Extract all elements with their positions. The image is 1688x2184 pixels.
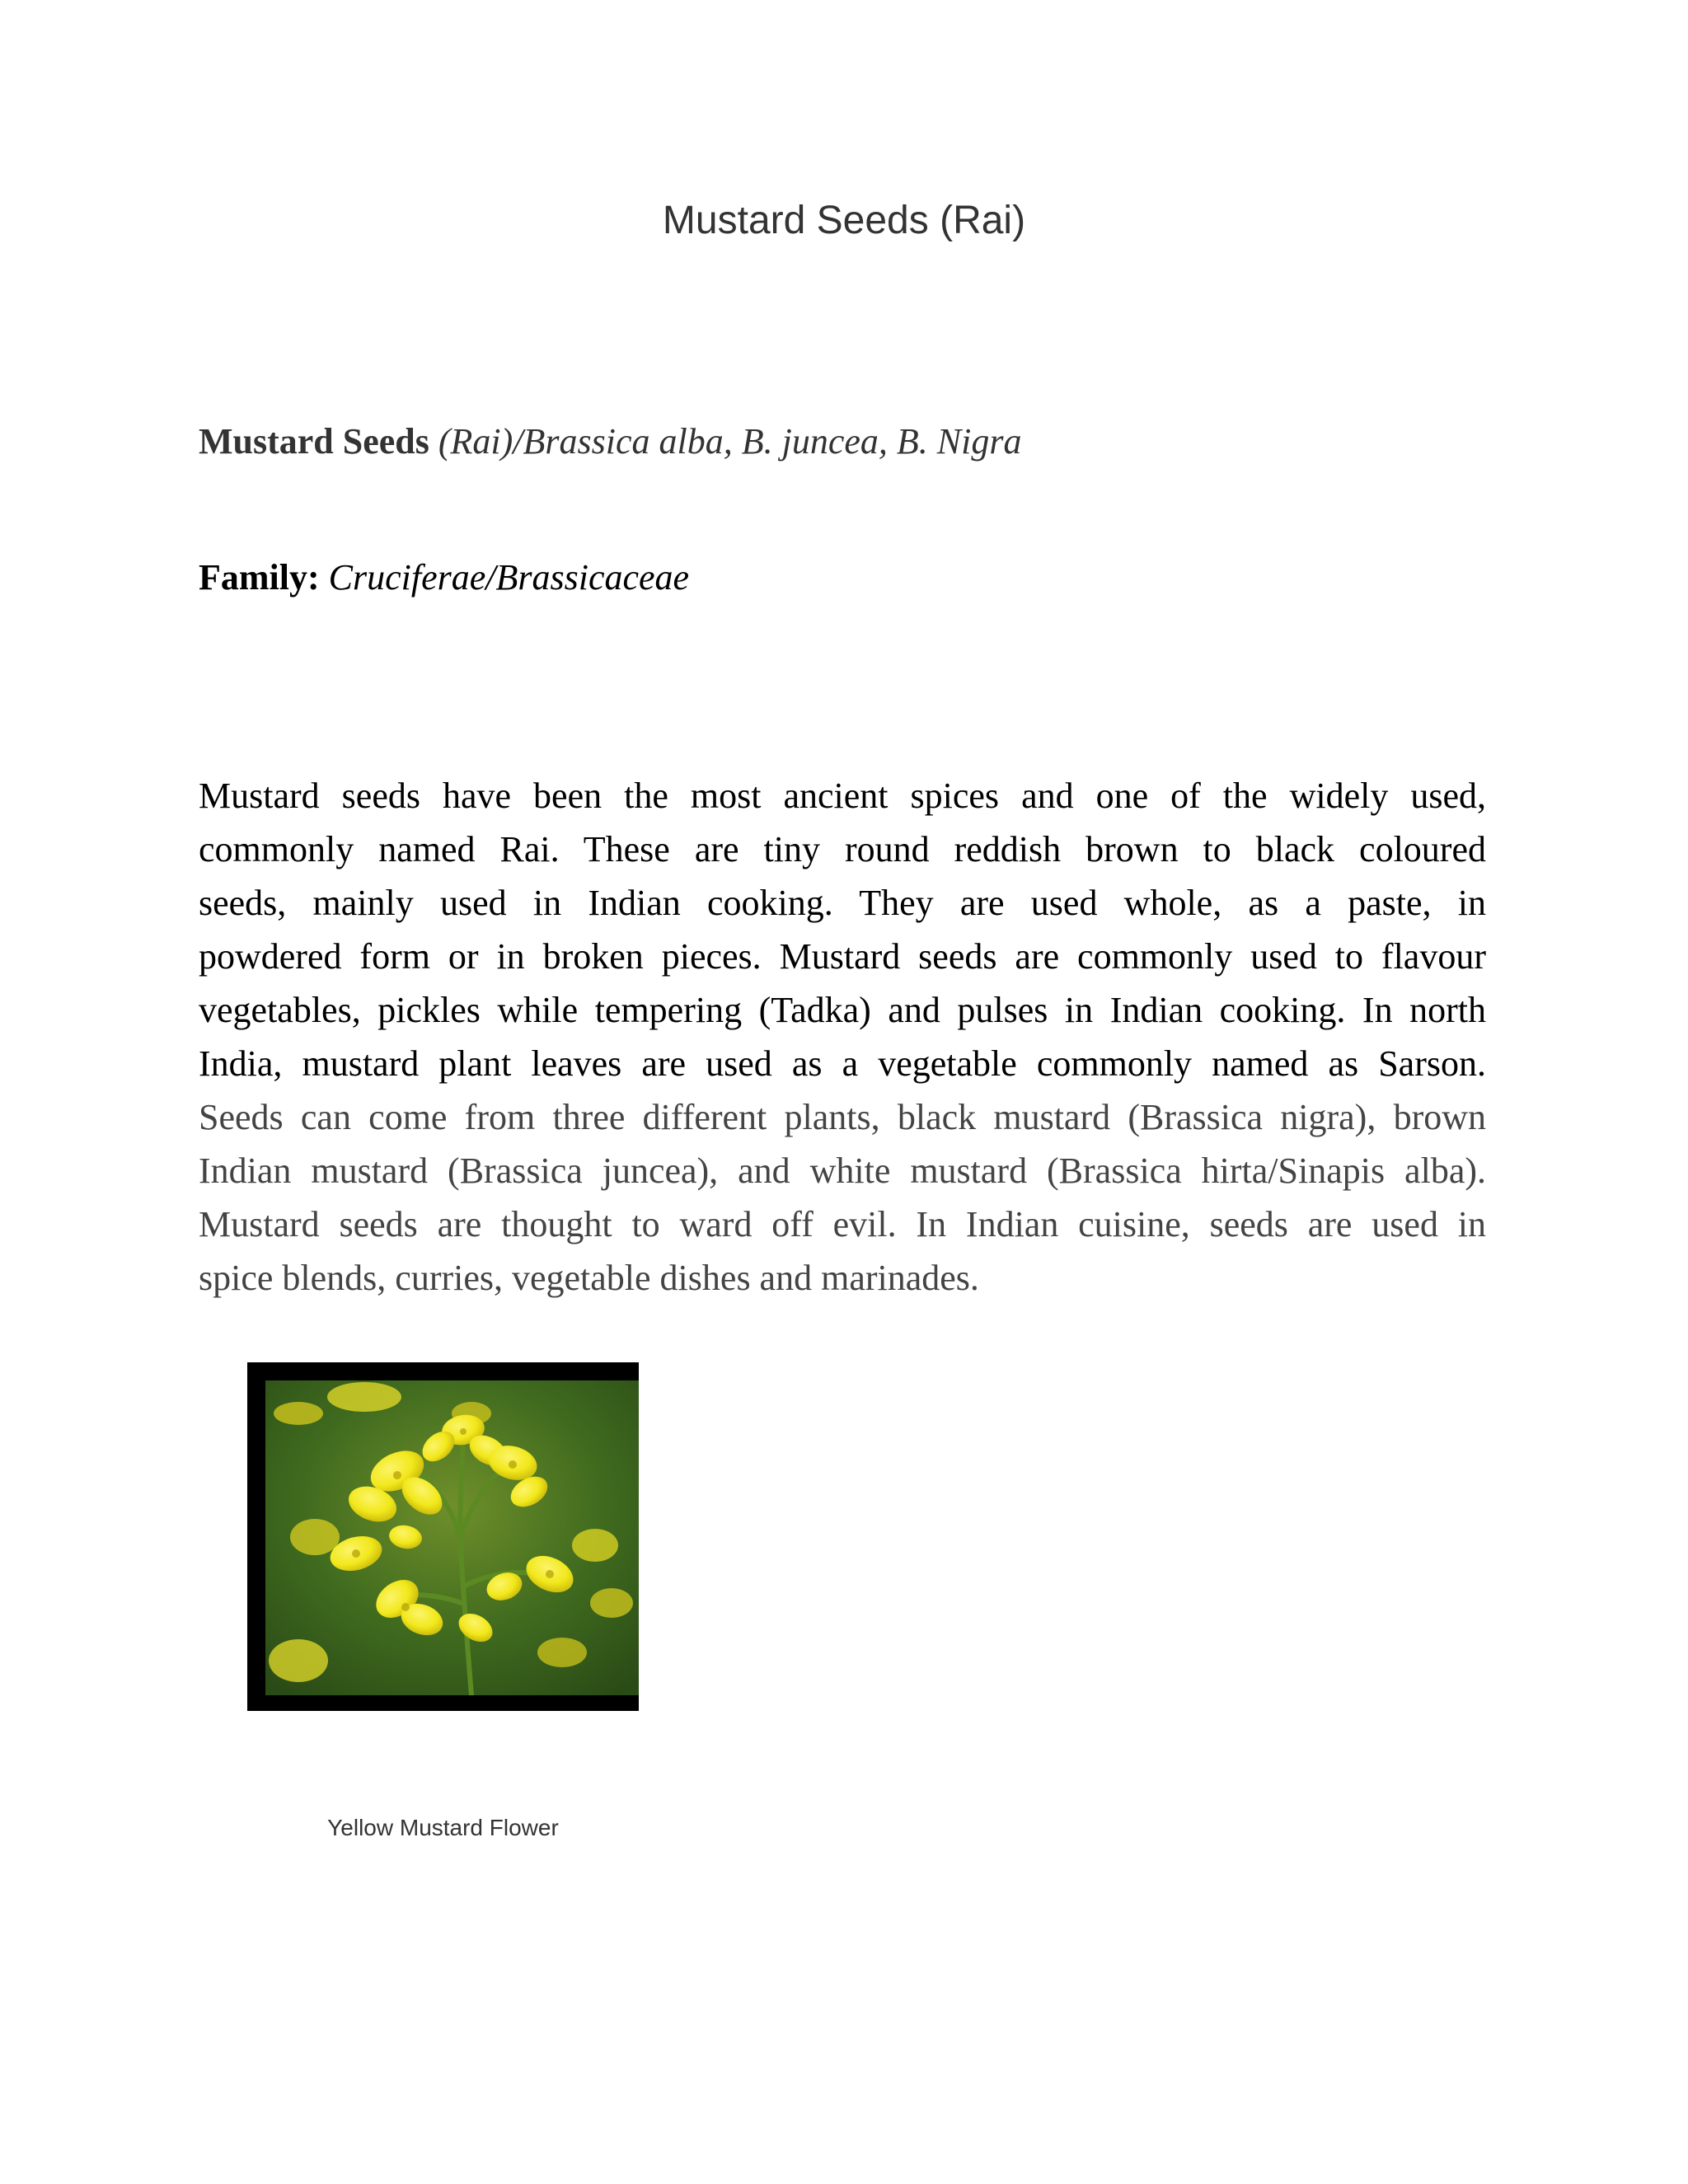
paragraph-line: Indian mustard (Brassica juncea), and white mustard (Brassica hirta/Sinapis alba). (199, 1151, 1486, 1191)
paragraph-line: powdered form or in broken pieces. Mustard seeds are commonly used to flavour (199, 936, 1486, 977)
botanical-names: (Rai)/Brassica alba, B. juncea, B. Nigra (429, 421, 1022, 462)
page-title: Mustard Seeds (Rai) (662, 199, 1026, 242)
paragraph-line: Mustard seeds are thought to ward off evil. In Indian cuisine, seeds are used in (199, 1204, 1486, 1244)
family-line (199, 555, 1486, 601)
paragraph-line: vegetables, pickles while tempering (Tadka) and pulses in Indian cooking. In north (199, 990, 1486, 1030)
image-caption: Yellow Mustard Flower (327, 1815, 559, 1840)
paragraph-line: India, mustard plant leaves are used as a vegetable commonly named as Sarson. (199, 1043, 1486, 1084)
mustard-flower-photo (247, 1362, 639, 1711)
species-name-line (199, 419, 1486, 465)
common-name: Mustard Seeds (199, 421, 429, 462)
description-paragraph (199, 769, 1486, 1305)
paragraph-line: spice blends, curries, vegetable dishes and marinades. (199, 1258, 979, 1298)
paragraph-line: Seeds can come from three different plants, black mustard (Brassica nigra), brown (199, 1097, 1486, 1137)
paragraph-line: Mustard seeds have been the most ancient spices and one of the widely used, (199, 776, 1486, 816)
flower-illustration (265, 1380, 639, 1695)
family-label: Family: (199, 557, 320, 598)
paragraph-line: seeds, mainly used in Indian cooking. They are used whole, as a paste, in (199, 883, 1486, 923)
paragraph-line: commonly named Rai. These are tiny round reddish brown to black coloured (199, 829, 1486, 869)
family-value: Cruciferae/Brassicaceae (319, 557, 690, 598)
